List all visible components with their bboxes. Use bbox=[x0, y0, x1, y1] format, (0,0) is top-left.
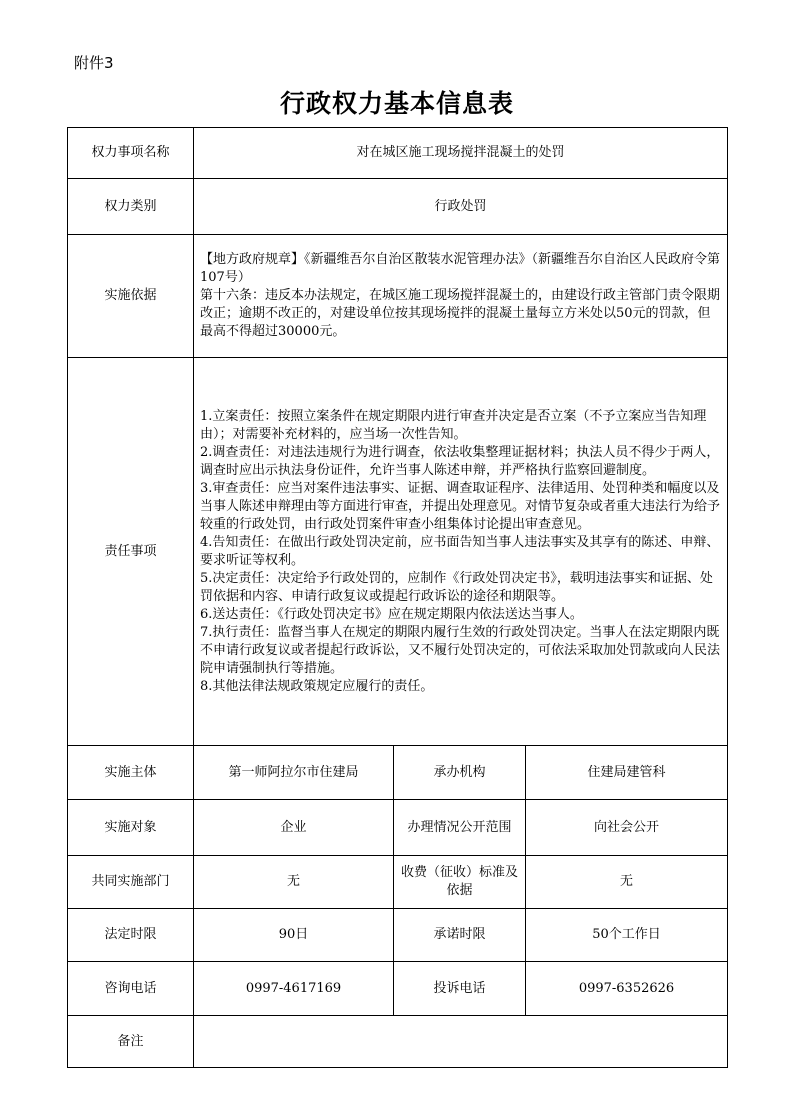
table-row bbox=[68, 746, 728, 800]
basis-label: 实施依据 bbox=[68, 235, 194, 358]
duty-line: 8.其他法律法规政策规定应履行的责任。 bbox=[200, 678, 434, 694]
fee-value: 无 bbox=[526, 856, 728, 909]
promise-time-label: 承诺时限 bbox=[394, 909, 526, 962]
basis-line: 【地方政府规章】《新疆维吾尔自治区散装水泥管理办法》（新疆维吾尔自治区人民政府令第107号） bbox=[200, 252, 721, 285]
publicity-value: 向社会公开 bbox=[526, 800, 728, 856]
legal-time-value: 90日 bbox=[194, 909, 394, 962]
duty-line: 4.告知责任：在做出行政处罚决定前，应书面告知当事人违法事实及其享有的陈述、申辩、要求听证等权利。 bbox=[200, 534, 720, 568]
target-value: 企业 bbox=[194, 800, 394, 856]
table-row bbox=[68, 128, 728, 179]
table-row bbox=[68, 235, 728, 358]
basis-content bbox=[194, 235, 728, 358]
consult-label: 咨询电话 bbox=[68, 962, 194, 1016]
publicity-label: 办理情况公开范围 bbox=[394, 800, 526, 856]
joint-label: 共同实施部门 bbox=[68, 856, 194, 909]
table-row bbox=[68, 962, 728, 1016]
joint-value: 无 bbox=[194, 856, 394, 909]
subject-value: 第一师阿拉尔市住建局 bbox=[194, 746, 394, 800]
table-row bbox=[68, 909, 728, 962]
complaint-label: 投诉电话 bbox=[394, 962, 526, 1016]
attachment-label: 附件3 bbox=[74, 54, 114, 72]
remark-label: 备注 bbox=[68, 1016, 194, 1068]
fee-label: 收费（征收）标准及依据 bbox=[394, 856, 526, 909]
basis-line: 第十六条：违反本办法规定，在城区施工现场搅拌混凝土的，由建设行政主管部门责令限期改正；逾期不改正的，对建设单位按其现场搅拌的混凝土量每立方米处以50元的罚款，但最高不得超过30000元。 bbox=[200, 288, 721, 339]
legal-time-label: 法定时限 bbox=[68, 909, 194, 962]
org-value: 住建局建管科 bbox=[526, 746, 728, 800]
duty-line: 5.决定责任：决定给予行政处罚的，应制作《行政处罚决定书》，载明违法事实和证据、处罚依据和内容、申请行政复议或提起行政诉讼的途径和期限等。 bbox=[200, 570, 713, 604]
duty-line: 2.调查责任：对违法违规行为进行调查，依法收集整理证据材料；执法人员不得少于两人，调查时应出示执法身份证件，允许当事人陈述申辩，并严格执行监察回避制度。 bbox=[200, 444, 720, 478]
duty-line: 6.送达责任：《行政处罚决定书》应在规定期限内依法送达当事人。 bbox=[200, 606, 583, 622]
type-value: 行政处罚 bbox=[194, 179, 728, 235]
table-row bbox=[68, 800, 728, 856]
info-table bbox=[67, 127, 728, 1068]
duty-line: 1.立案责任：按照立案条件在规定期限内进行审查并决定是否立案（不予立案应当告知理由）；对需要补充材料的，应当场一次性告知。 bbox=[200, 408, 707, 442]
consult-value: 0997-4617169 bbox=[194, 962, 394, 1016]
table-row bbox=[68, 358, 728, 746]
table-row bbox=[68, 856, 728, 909]
remark-value bbox=[194, 1016, 728, 1068]
duty-content bbox=[194, 358, 728, 746]
table-row bbox=[68, 1016, 728, 1068]
complaint-value: 0997-6352626 bbox=[526, 962, 728, 1016]
name-value: 对在城区施工现场搅拌混凝土的处罚 bbox=[194, 128, 728, 179]
subject-label: 实施主体 bbox=[68, 746, 194, 800]
duty-line: 3.审查责任：应当对案件违法事实、证据、调查取证程序、法律适用、处罚种类和幅度以及当事人陈述申辩理由等方面进行审查，并提出处理意见。对情节复杂或者重大违法行为给予较重的行政处罚，由行政处罚案件审查小组集体讨论提出审查意见。 bbox=[200, 480, 721, 532]
page-title: 行政权力基本信息表 bbox=[279, 89, 514, 118]
type-label: 权力类别 bbox=[68, 179, 194, 235]
duty-line: 7.执行责任：监督当事人在规定的期限内履行生效的行政处罚决定。当事人在法定期限内既不申请行政复议或者提起行政诉讼，又不履行处罚决定的，可依法采取加处罚款或向人民法院申请强制执行等措施。 bbox=[200, 624, 721, 676]
name-label: 权力事项名称 bbox=[68, 128, 194, 179]
promise-time-value: 50个工作日 bbox=[526, 909, 728, 962]
org-label: 承办机构 bbox=[394, 746, 526, 800]
table-row bbox=[68, 179, 728, 235]
target-label: 实施对象 bbox=[68, 800, 194, 856]
duty-label: 责任事项 bbox=[68, 358, 194, 746]
